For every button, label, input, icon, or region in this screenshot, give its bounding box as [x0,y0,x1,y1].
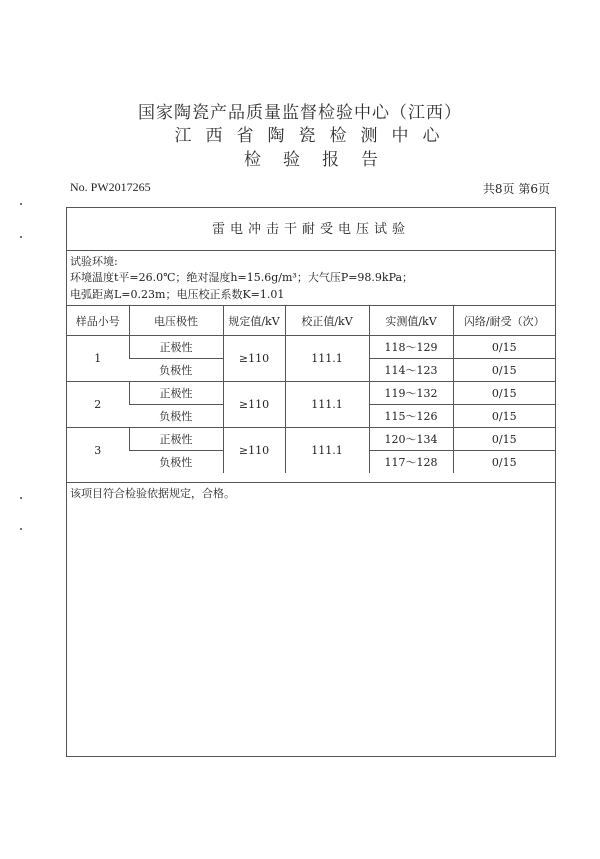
result-value: 0/15 [453,405,555,428]
binding-hole-mark [20,497,22,499]
result-value: 0/15 [453,336,555,359]
table-row [67,382,555,405]
report-number: No. PW2017265 [70,180,151,194]
binding-hole-mark [20,236,22,238]
table-row [67,428,555,451]
measured-value: 115～126 [369,405,453,428]
col-header-specified: 规定值/kV [223,306,285,336]
specified-value: ≥110 [223,428,285,474]
env-label: 试验环境: [70,255,118,268]
binding-hole-mark [20,203,22,205]
polarity-cell: 负极性 [129,359,223,382]
polarity-cell: 正极性 [129,382,223,405]
measured-value: 114～123 [369,359,453,382]
corrected-value: 111.1 [285,428,369,474]
conclusion-text: 该项目符合检验依据规定，合格。 [67,482,555,503]
env-conditions-1: 环境温度t平=26.0℃；绝对湿度h=15.6g/m³；大气压P=98.9kPa； [70,271,414,284]
table-row [67,336,555,359]
test-title: 雷电冲击干耐受电压试验 [67,208,555,251]
col-header-result: 闪络/耐受（次） [453,306,555,336]
polarity-cell: 正极性 [129,336,223,359]
result-value: 0/15 [453,428,555,451]
report-title: 检验报告 [244,150,400,170]
corrected-value: 111.1 [285,336,369,382]
env-conditions-2: 电弧距离L=0.23m；电压校正系数K=1.01 [70,288,285,301]
result-value: 0/15 [453,359,555,382]
corrected-value: 111.1 [285,382,369,428]
polarity-cell: 负极性 [129,405,223,428]
measured-value: 119～132 [369,382,453,405]
col-header-sample: 样品小号 [67,306,129,336]
polarity-cell: 正极性 [129,428,223,451]
measured-value: 120～134 [369,428,453,451]
specified-value: ≥110 [223,382,285,428]
specified-value: ≥110 [223,336,285,382]
center-name: 江西省陶瓷检测中心 [174,126,454,146]
sample-number: 2 [67,382,129,428]
table-header-row [67,306,555,336]
results-table [67,305,555,473]
institution-name: 国家陶瓷产品质量监督检验中心（江西） [138,103,462,123]
col-header-measured: 实测值/kV [369,306,453,336]
result-value: 0/15 [453,451,555,474]
col-header-polarity: 电压极性 [129,306,223,336]
col-header-corrected: 校正值/kV [285,306,369,336]
report-frame [66,207,556,757]
measured-value: 118～129 [369,336,453,359]
page-count: 共8页 第6页 [482,182,550,196]
measured-value: 117～128 [369,451,453,474]
sample-number: 1 [67,336,129,382]
polarity-cell: 负极性 [129,451,223,474]
binding-hole-mark [20,528,22,530]
sample-number: 3 [67,428,129,474]
result-value: 0/15 [453,382,555,405]
